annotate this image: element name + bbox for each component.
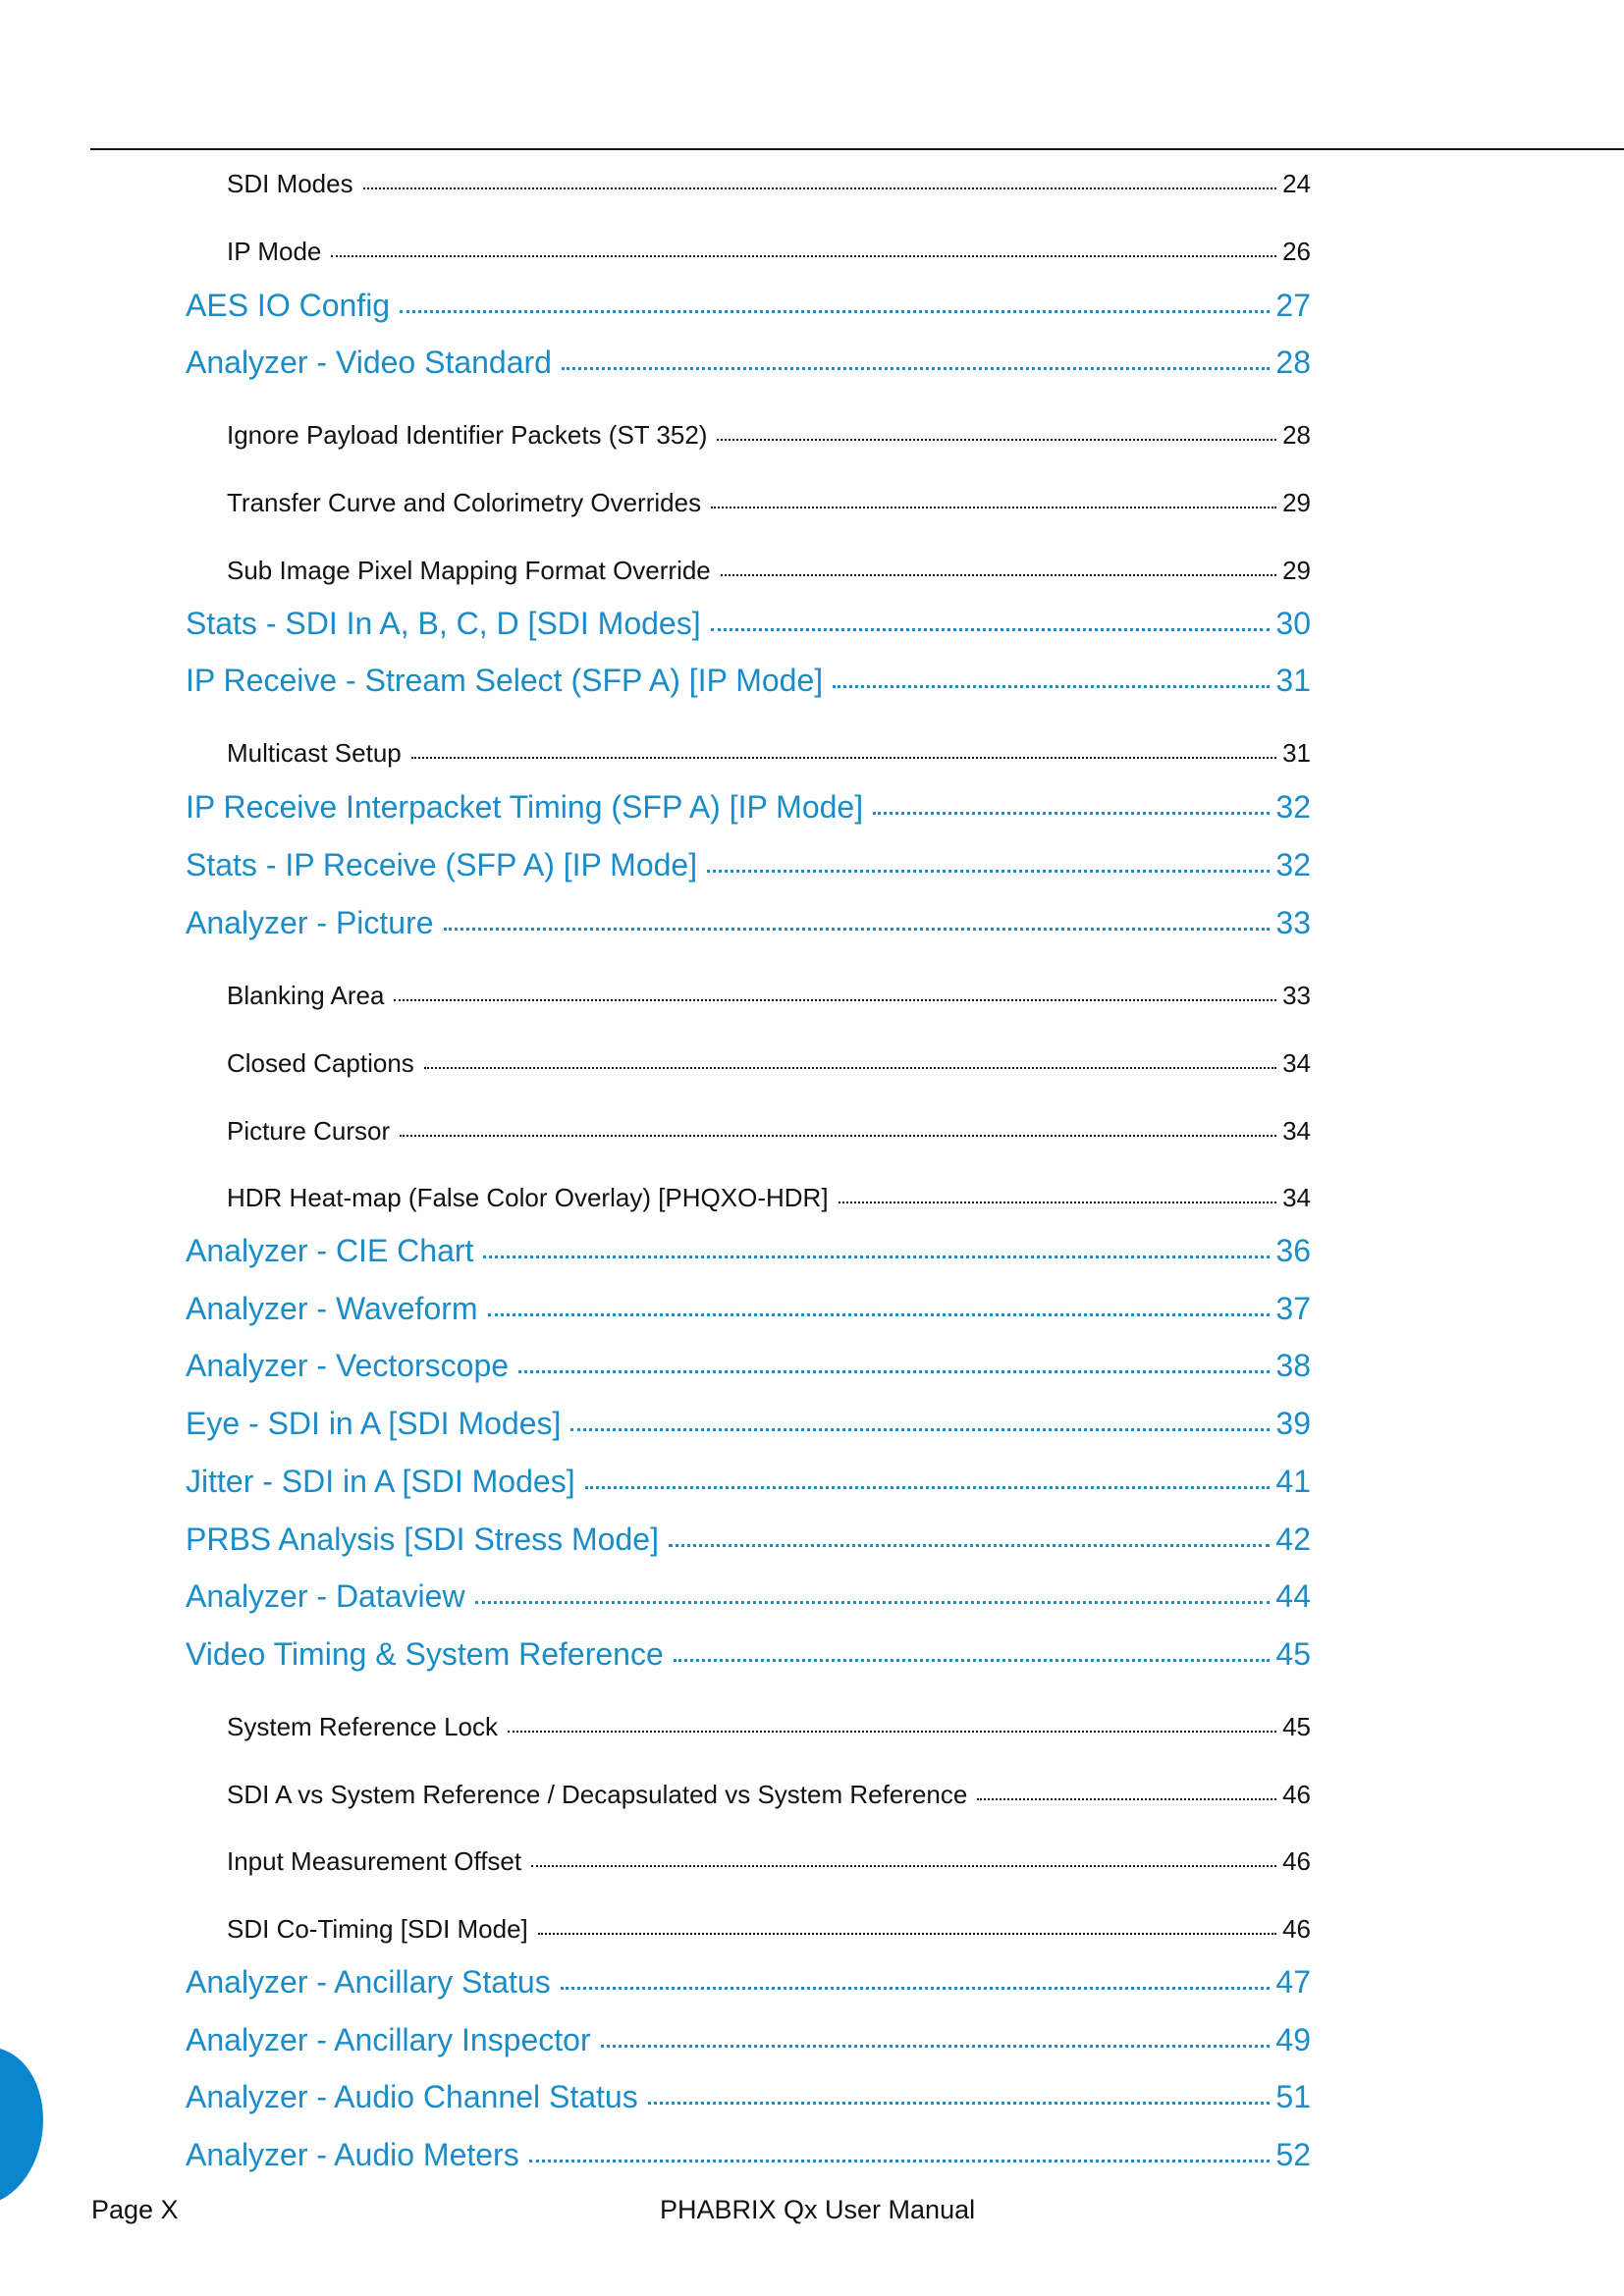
toc-entry-page: 42 (1275, 1522, 1311, 1557)
toc-entry[interactable] (227, 556, 1311, 589)
toc-entry-page: 33 (1275, 905, 1311, 940)
toc-entry-title: Analyzer - CIE Chart (186, 1233, 474, 1268)
toc-entry-title: Video Timing & System Reference (186, 1636, 664, 1672)
toc-dot-leader (529, 2159, 1271, 2163)
toc-entry[interactable] (227, 237, 1311, 270)
toc-entry-page: 47 (1275, 1964, 1311, 2000)
toc-entry[interactable] (186, 1348, 1311, 1391)
toc-entry-title: SDI A vs System Reference / Decapsulated vs System Reference (227, 1780, 968, 1809)
toc-dot-leader (717, 438, 1276, 441)
toc-dot-leader (508, 1730, 1276, 1733)
toc-entry-title: IP Receive Interpacket Timing (SFP A) [IP Mode] (186, 789, 864, 825)
toc-entry[interactable] (186, 789, 1311, 832)
toc-dot-leader (538, 1932, 1276, 1935)
toc-entry[interactable] (227, 1846, 1311, 1880)
toc-dot-leader (444, 927, 1271, 931)
toc-entry-title: Analyzer - Audio Channel Status (186, 2079, 638, 2114)
toc-entry[interactable] (186, 2137, 1311, 2180)
toc-entry-title: Stats - IP Receive (SFP A) [IP Mode] (186, 847, 698, 882)
toc-entry-title: Analyzer - Dataview (186, 1578, 465, 1614)
toc-entry-page: 37 (1275, 1291, 1311, 1326)
toc-entry[interactable] (227, 738, 1311, 772)
toc-entry-title: Analyzer - Video Standard (186, 345, 552, 380)
toc-entry-title: Blanking Area (227, 981, 385, 1010)
toc-entry-page: 26 (1282, 237, 1311, 266)
toc-entry-page: 29 (1282, 556, 1311, 585)
toc-entry-page: 31 (1275, 663, 1311, 698)
toc-entry-title: Ignore Payload Identifier Packets (ST 352) (227, 420, 708, 450)
toc-entry[interactable] (186, 905, 1311, 948)
toc-entry[interactable] (227, 169, 1311, 202)
toc-entry-page: 38 (1275, 1348, 1311, 1383)
toc-entry-page: 46 (1282, 1914, 1311, 1944)
toc-entry-page: 45 (1282, 1712, 1311, 1741)
toc-entry-title: Eye - SDI in A [SDI Modes] (186, 1406, 562, 1441)
toc-entry-title: Analyzer - Ancillary Inspector (186, 2022, 591, 2057)
toc-dot-leader (873, 811, 1270, 815)
toc-entry[interactable] (186, 345, 1311, 388)
toc-dot-leader (707, 869, 1270, 873)
footer-page-number: Page X (91, 2195, 179, 2224)
toc-entry-page: 32 (1275, 789, 1311, 825)
toc-entry-page: 49 (1275, 2022, 1311, 2057)
toc-dot-leader (561, 1986, 1271, 1990)
toc-entry-title: HDR Heat-map (False Color Overlay) [PHQXO-HDR] (227, 1183, 829, 1212)
toc-entry-page: 34 (1282, 1048, 1311, 1078)
toc-entry[interactable] (186, 847, 1311, 890)
toc-entry-title: Sub Image Pixel Mapping Format Override (227, 556, 711, 585)
toc-entry-title: IP Receive - Stream Select (SFP A) [IP Mode] (186, 663, 824, 698)
toc-entry-page: 33 (1282, 981, 1311, 1010)
toc-entry-page: 45 (1275, 1636, 1311, 1672)
toc-entry[interactable] (186, 1578, 1311, 1622)
toc-entry-title: System Reference Lock (227, 1712, 499, 1741)
toc-entry[interactable] (227, 420, 1311, 454)
toc-entry-page: 28 (1282, 420, 1311, 450)
toc-entry-title: Closed Captions (227, 1048, 414, 1078)
toc-entry[interactable] (227, 1780, 1311, 1813)
toc-dot-leader (518, 1369, 1270, 1373)
toc-dot-leader (424, 1066, 1276, 1069)
toc-entry[interactable] (227, 1712, 1311, 1745)
toc-dot-leader (711, 506, 1276, 508)
toc-dot-leader (488, 1312, 1271, 1316)
toc-entry[interactable] (227, 1183, 1311, 1216)
toc-entry[interactable] (186, 1522, 1311, 1565)
toc-entry[interactable] (186, 288, 1311, 331)
toc-entry-title: Stats - SDI In A, B, C, D [SDI Modes] (186, 606, 701, 641)
toc-dot-leader (483, 1255, 1270, 1258)
toc-dot-leader (833, 684, 1270, 688)
toc-dot-leader (531, 1864, 1276, 1867)
toc-dot-leader (585, 1485, 1271, 1489)
toc-entry[interactable] (186, 2079, 1311, 2122)
toc-entry-page: 44 (1275, 1578, 1311, 1614)
toc-entry[interactable] (227, 1116, 1311, 1149)
toc-dot-leader (711, 627, 1271, 631)
toc-dot-leader (562, 366, 1270, 370)
toc-entry-title: Analyzer - Picture (186, 905, 434, 940)
toc-entry-title: Analyzer - Vectorscope (186, 1348, 510, 1383)
toc-entry-page: 39 (1275, 1406, 1311, 1441)
toc-entry-page: 46 (1282, 1846, 1311, 1876)
toc-entry-title: Transfer Curve and Colorimetry Overrides (227, 488, 702, 517)
toc-entry-title: SDI Modes (227, 169, 353, 198)
toc-entry-title: Picture Cursor (227, 1116, 391, 1146)
toc-dot-leader (400, 309, 1270, 313)
toc-entry-title: IP Mode (227, 237, 322, 266)
toc-dot-leader (669, 1543, 1270, 1547)
toc-entry-title: Analyzer - Audio Meters (186, 2137, 519, 2172)
toc-dot-leader (601, 2044, 1271, 2048)
toc-entry-title: Analyzer - Ancillary Status (186, 1964, 551, 2000)
toc-entry-page: 46 (1282, 1780, 1311, 1809)
toc-entry[interactable] (186, 663, 1311, 706)
page-footer (0, 2195, 1624, 2234)
footer-manual-title: PHABRIX Qx User Manual (660, 2195, 976, 2224)
toc-entry-title: PRBS Analysis [SDI Stress Mode] (186, 1522, 659, 1557)
toc-dot-leader (648, 2101, 1271, 2105)
toc-entry[interactable] (227, 1048, 1311, 1082)
toc-entry[interactable] (186, 606, 1311, 649)
toc-entry[interactable] (186, 1636, 1311, 1680)
toc-dot-leader (977, 1797, 1276, 1800)
toc-dot-leader (411, 756, 1276, 759)
toc-dot-leader (400, 1134, 1276, 1137)
toc-dot-leader (475, 1600, 1271, 1604)
toc-entry-page: 30 (1275, 606, 1311, 641)
toc-entry-page: 36 (1275, 1233, 1311, 1268)
toc-entry-page: 31 (1282, 738, 1311, 768)
toc-entry[interactable] (186, 1964, 1311, 2007)
toc-entry-page: 24 (1282, 169, 1311, 198)
toc-entry-title: SDI Co-Timing [SDI Mode] (227, 1914, 528, 1944)
toc-entry-page: 51 (1275, 2079, 1311, 2114)
toc-entry[interactable] (186, 1406, 1311, 1449)
toc-entry-page: 41 (1275, 1464, 1311, 1499)
toc-dot-leader (674, 1658, 1271, 1662)
toc-entry-title: Input Measurement Offset (227, 1846, 522, 1876)
toc-entry-page: 34 (1282, 1183, 1311, 1212)
toc-dot-leader (363, 187, 1276, 189)
toc-entry-title: Multicast Setup (227, 738, 402, 768)
toc-dot-leader (721, 573, 1276, 576)
toc-entry-page: 34 (1282, 1116, 1311, 1146)
toc-entry[interactable] (186, 1233, 1311, 1276)
toc-entry-title: AES IO Config (186, 288, 391, 323)
toc-entry-page: 29 (1282, 488, 1311, 517)
toc-entry-page: 52 (1275, 2137, 1311, 2172)
toc-entry[interactable] (227, 1914, 1311, 1948)
toc-entry[interactable] (227, 488, 1311, 521)
toc-entry-title: Analyzer - Waveform (186, 1291, 478, 1326)
toc-entry[interactable] (227, 981, 1311, 1014)
toc-entry[interactable] (186, 1464, 1311, 1507)
toc-entry-page: 28 (1275, 345, 1311, 380)
toc-entry-title: Jitter - SDI in A [SDI Modes] (186, 1464, 575, 1499)
toc-dot-leader (331, 254, 1276, 257)
toc-entry-page: 32 (1275, 847, 1311, 882)
toc-entry[interactable] (186, 1291, 1311, 1334)
toc-dot-leader (570, 1427, 1270, 1431)
toc-entry[interactable] (186, 2022, 1311, 2065)
toc-dot-leader (394, 998, 1276, 1001)
toc-entry-page: 27 (1275, 288, 1311, 323)
toc-dot-leader (839, 1201, 1277, 1203)
